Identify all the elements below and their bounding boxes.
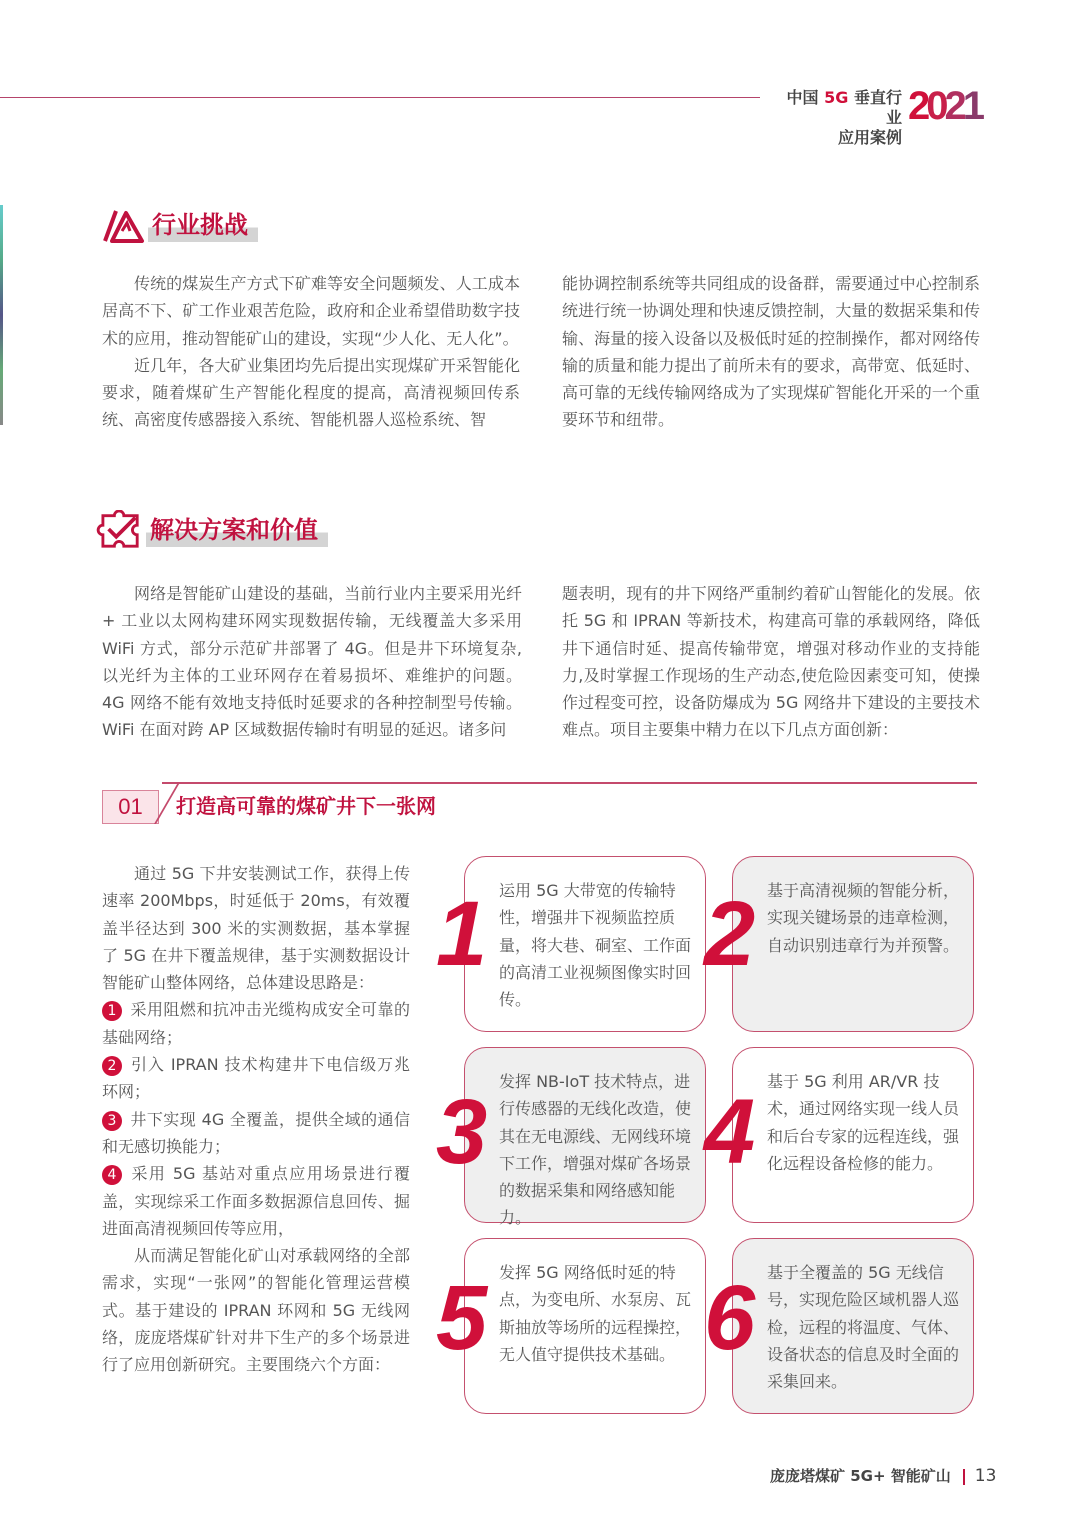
list-text: 引入 IPRAN 技术构建井下电信级万兆环网；: [102, 1055, 410, 1102]
card-number: 2: [704, 883, 756, 985]
section-heading-challenges: [102, 205, 258, 245]
intro-paragraph: 通过 5G 下井安装测试工作，获得上传速率 200Mbps，时延低于 20ms，有效覆盖半径达到 300 米的实测数据，基本掌握了 5G 在井下覆盖规律，基于实测数据设计智能矿山整体网络，总体建设思路是：: [102, 864, 410, 993]
paragraph: 能协调控制系统等共同组成的设备群，需要通过中心控制系统进行统一协调处理和快速反馈控制，大量的数据采集和传输、海量的接入设备以及极低时延的控制操作，都对网络传输的质量和能力提出了前所未有的要求，高带宽、低延时、高可靠的无线传输网络成为了实现煤矿智能化开采的一个重要环节和纽带。: [562, 274, 980, 430]
subsection-number: 01: [102, 790, 159, 824]
number-badge: 2: [102, 1056, 122, 1076]
publication-title: [772, 88, 902, 148]
challenges-left-column: [102, 270, 520, 434]
number-badge: 3: [102, 1111, 122, 1131]
number-badge: 4: [102, 1165, 122, 1185]
heading-rule: [162, 782, 977, 784]
list-item: [102, 1160, 410, 1242]
title-line2: 应用案例: [837, 128, 902, 147]
subsection-heading: [102, 782, 977, 822]
card-number: 5: [436, 1267, 488, 1369]
subsection-title: 打造高可靠的煤矿井下一张网: [176, 794, 436, 818]
card-number: 3: [436, 1081, 488, 1183]
year-digit: 0: [926, 84, 945, 128]
paragraph: 网络是智能矿山建设的基础，当前行业内主要采用光纤 + 工业以太网构建环网实现数据传输，无线覆盖大多采用 WiFi 方式，部分示范矿井部署了 4G。但是井下环境复杂,以光纤为主体的工业环网存在着易损坏、难维护的问题。4G 网络不能有效地支持低时延要求的各种控制型号传输。WiFi 在面对跨 AP 区域数据传输时有明显的延迟。诸多问: [102, 584, 522, 740]
title-suffix: 垂直行业: [853, 88, 902, 127]
paragraph: 传统的煤炭生产方式下矿难等安全问题频发、人工成本居高不下、矿工作业艰苦危险，政府和企业希望借助数字技术的应用，推动智能矿山的建设，实现“少人化、无人化”。: [102, 274, 520, 348]
paragraph: 题表明，现有的井下网络严重制约着矿山智能化的发展。依托 5G 和 IPRAN 等新技术，构建高可靠的承载网络，降低井下通信时延、提高传输带宽，增强对移动作业的支持能力,及时掌握工作现场的生产动态,使危险因素变可知，使操作过程变可控，设备防爆成为 5G 网络井下建设的主要技术难点。项目主要集中精力在以下几点方面创新：: [562, 584, 980, 740]
title-prefix: 中国: [786, 88, 819, 107]
innovation-card-3: [464, 1047, 706, 1228]
list-item: [102, 996, 410, 1051]
list-text: 采用阻燃和抗冲击光缆构成安全可靠的基础网络；: [102, 1000, 410, 1047]
paragraph: 近几年，各大矿业集团均先后提出实现煤矿开采智能化要求，随着煤矿生产智能化程度的提高，高清视频回传系统、高密度传感器接入系统、智能机器人巡检系统、智: [102, 355, 520, 430]
challenges-right-column: [562, 270, 980, 434]
innovation-card-2: [732, 856, 974, 1032]
footer-title: 庞庞塔煤矿 5G+ 智能矿山: [770, 1467, 951, 1485]
card-text: 运用 5G 大带宽的传输特性，增强井下视频监控质量，将大巷、硐室、工作面的高清工业视频图像实时回传。: [499, 881, 692, 1010]
mountain-warning-icon: [102, 205, 148, 245]
solution-left-column: [102, 580, 522, 744]
list-text: 井下实现 4G 全覆盖，提供全域的通信和无感切换能力；: [102, 1109, 410, 1156]
card-text: 发挥 5G 网络低时延的特点，为变电所、水泵房、瓦斯抽放等场所的远程操控，无人值守提供技术基础。: [499, 1263, 692, 1364]
card-number: 4: [704, 1081, 756, 1183]
header-rule: [0, 97, 760, 98]
year-logo: [908, 86, 981, 126]
list-text: 采用 5G 基站对重点应用场景进行覆盖，实现综采工作面多数据源信息回传、掘进面高清视频回传等应用，: [102, 1164, 410, 1238]
year-digit: 1: [962, 84, 981, 128]
list-item: [102, 1106, 410, 1161]
card-text: 发挥 NB-IoT 技术特点，进行传感器的无线化改造，使其在无电源线、无网线环境下工作，增强对煤矿各场景的数据采集和网络感知能力。: [499, 1072, 692, 1228]
year-digit: 2: [944, 84, 963, 128]
section-title: 行业挑战: [148, 208, 258, 242]
section-title: 解决方案和价值: [146, 513, 328, 547]
card-number: 1: [436, 883, 488, 985]
number-badge: 1: [102, 1001, 122, 1021]
title-5g: 5G: [824, 88, 849, 107]
year-digit: 2: [908, 84, 927, 128]
card-text: 基于 5G 利用 AR/VR 技术，通过网络实现一线人员和后台专家的远程连线，强化远程设备检修的能力。: [767, 1072, 960, 1173]
innovation-card-1: [464, 856, 706, 1032]
network-description: [102, 860, 410, 1379]
solution-right-column: [562, 580, 980, 744]
left-edge-strip: [0, 205, 3, 425]
card-number: 6: [704, 1267, 756, 1369]
innovation-card-4: [732, 1047, 974, 1223]
page-number: 13: [974, 1466, 997, 1486]
section-heading-solution: [96, 510, 328, 550]
conclusion-paragraph: 从而满足智能化矿山对承载网络的全部需求，实现“一张网”的智能化管理运营模式。基于建设的 IPRAN 环网和 5G 无线网络，庞庞塔煤矿针对井下生产的多个场景进行了应用创新研究。主要围绕六个方面：: [102, 1246, 410, 1375]
innovation-card-6: [732, 1238, 974, 1414]
innovation-card-5: [464, 1238, 706, 1414]
footer-divider: [963, 1469, 965, 1485]
card-text: 基于全覆盖的 5G 无线信号，实现危险区域机器人巡检，远程的将温度、气体、设备状态的信息及时全面的采集回来。: [767, 1263, 960, 1392]
puzzle-check-icon: [96, 510, 146, 550]
list-item: [102, 1051, 410, 1106]
page-footer: [770, 1465, 996, 1486]
card-text: 基于高清视频的智能分析，实现关键场景的违章检测，自动识别违章行为并预警。: [767, 881, 960, 955]
